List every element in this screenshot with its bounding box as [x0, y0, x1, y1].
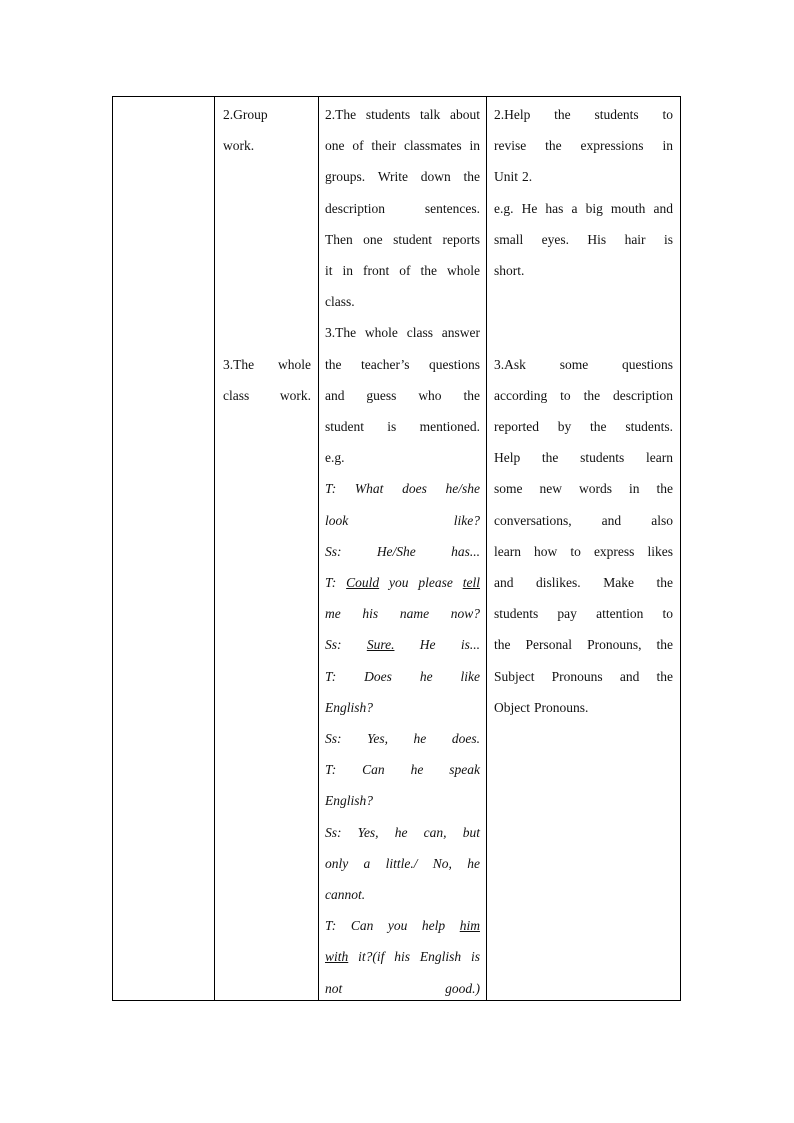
word: like?	[453, 513, 480, 528]
col2-text-line	[223, 136, 311, 156]
word: Write	[377, 169, 409, 184]
word: conversations,	[494, 513, 572, 528]
word: What	[354, 481, 384, 496]
word: Ss:	[325, 637, 342, 652]
word: Yes,	[367, 731, 388, 746]
word: in	[342, 263, 354, 278]
word: He	[521, 201, 538, 216]
word: who	[418, 388, 442, 403]
word: new	[539, 481, 562, 496]
word: and	[494, 575, 514, 590]
col3-text-line	[325, 604, 480, 624]
word: T:	[325, 918, 337, 933]
word: the	[541, 450, 559, 465]
lesson-plan-table	[112, 96, 681, 1001]
word: English	[419, 949, 462, 964]
word: student	[325, 419, 364, 434]
word: does	[402, 481, 427, 496]
col3-text-line	[325, 261, 480, 281]
word: the	[554, 107, 571, 122]
word: learn	[645, 450, 673, 465]
word: English?	[325, 793, 374, 808]
word: answer	[441, 325, 480, 340]
word: about	[449, 107, 480, 122]
word: some	[494, 481, 523, 496]
col3-text-line	[325, 667, 480, 687]
word: 3.Ask	[494, 357, 526, 372]
col3-text-line	[325, 167, 480, 187]
col4-text-line	[494, 667, 673, 687]
word: Object	[494, 700, 530, 715]
word: Does	[364, 669, 392, 684]
word: the	[420, 263, 437, 278]
col3-text-line	[325, 729, 480, 749]
word: look	[325, 513, 349, 528]
word: has	[545, 201, 564, 216]
word: Help	[494, 450, 521, 465]
word: T:	[325, 481, 337, 496]
word: he	[413, 731, 427, 746]
word: in	[628, 481, 640, 496]
word: 2.The	[325, 107, 357, 122]
word: he	[394, 825, 408, 840]
word: His	[587, 232, 607, 247]
word: students.	[625, 419, 673, 434]
word: help	[421, 918, 446, 933]
word: guess	[366, 388, 397, 403]
word: their	[371, 138, 397, 153]
word: Subject	[494, 669, 535, 684]
col3-text-line	[325, 479, 480, 499]
word: is	[470, 949, 480, 964]
col3-text-line	[325, 854, 480, 874]
word: reported	[494, 419, 539, 434]
col4-text-line	[494, 604, 673, 624]
col3-text-line	[325, 511, 480, 531]
word: Pronouns.	[534, 700, 589, 715]
word: cannot.	[325, 887, 366, 902]
word: He/She	[376, 544, 416, 559]
col4-text-line	[494, 136, 673, 156]
word: does.	[451, 731, 480, 746]
word: is	[663, 232, 673, 247]
word: the	[325, 357, 342, 372]
word: class	[223, 388, 250, 403]
word: to	[662, 107, 673, 122]
word: big	[585, 201, 603, 216]
word: of	[352, 138, 364, 153]
word: Ss:	[325, 731, 342, 746]
col3-text-line	[325, 230, 480, 250]
word: how	[534, 544, 558, 559]
word: small	[494, 232, 524, 247]
col3-text-line	[325, 979, 480, 999]
word: name	[399, 606, 430, 621]
word: students	[594, 107, 639, 122]
col3-text-line	[325, 199, 480, 219]
word: has...	[451, 544, 480, 559]
word: Can	[350, 918, 374, 933]
word: the	[656, 481, 673, 496]
word: in	[662, 138, 673, 153]
word: Ss:	[325, 825, 342, 840]
col3-text-line	[325, 916, 480, 936]
word: he/she	[445, 481, 480, 496]
word: hair	[624, 232, 646, 247]
word: and	[601, 513, 622, 528]
word: Can	[362, 762, 385, 777]
col4-text-line	[494, 479, 673, 499]
word: him	[459, 918, 480, 933]
word: Unit	[494, 169, 519, 184]
word: words	[578, 481, 612, 496]
word: like	[460, 669, 480, 684]
word: mouth	[610, 201, 646, 216]
word: the	[656, 575, 673, 590]
word: revise	[494, 138, 527, 153]
word: tell	[462, 575, 480, 590]
word: students	[580, 450, 625, 465]
word: Sure.	[366, 637, 395, 652]
col3-text-line	[325, 635, 480, 655]
word: eyes.	[541, 232, 570, 247]
word: 2.	[522, 169, 533, 184]
col3-text-line	[325, 292, 480, 312]
teacher-activity-column	[487, 97, 680, 1000]
col3-text-line	[325, 323, 480, 343]
col4-text-line	[494, 261, 673, 281]
word: whole	[446, 263, 480, 278]
word: according	[494, 388, 548, 403]
col3-text-line	[325, 355, 480, 375]
word: T:	[325, 575, 337, 590]
col4-text-line	[494, 573, 673, 593]
word: whole	[278, 357, 311, 372]
word: pay	[557, 606, 577, 621]
word: Pronouns,	[587, 637, 642, 652]
word: is...	[460, 637, 480, 652]
word: he	[419, 669, 433, 684]
word: 3.The	[223, 357, 255, 372]
word: 2.Help	[494, 107, 531, 122]
word: but	[462, 825, 480, 840]
word: 3.The	[325, 325, 357, 340]
word: please	[418, 575, 453, 590]
col3-text-line	[325, 542, 480, 562]
col3-text-line	[325, 760, 480, 780]
word: 2.Group	[223, 107, 268, 122]
word: Make	[603, 575, 634, 590]
word: e.g.	[325, 450, 345, 465]
word: class	[406, 325, 433, 340]
word: teacher’s	[361, 357, 410, 372]
col3-text-line	[325, 417, 480, 437]
word: talk	[419, 107, 441, 122]
word: students	[494, 606, 539, 621]
col3-text-line	[325, 105, 480, 125]
col3-text-line	[325, 448, 480, 468]
col3-text-line	[325, 573, 480, 593]
word: you	[387, 918, 408, 933]
word: and	[619, 669, 640, 684]
word: with	[325, 949, 349, 964]
word: He	[419, 637, 436, 652]
word: to	[560, 388, 571, 403]
student-activity-column	[319, 97, 487, 1000]
word: description	[612, 388, 673, 403]
word: the	[494, 637, 511, 652]
col4-text-line	[494, 448, 673, 468]
col2-text-line	[223, 386, 311, 406]
word: T:	[325, 669, 337, 684]
word: the	[656, 637, 673, 652]
word: me	[325, 606, 341, 621]
word: his	[394, 949, 410, 964]
word: also	[651, 513, 673, 528]
col4-text-line	[494, 635, 673, 655]
word: it?(if	[358, 949, 385, 964]
word: attention	[596, 606, 644, 621]
word: students	[365, 107, 411, 122]
word: little./	[385, 856, 418, 871]
word: classmates	[403, 138, 462, 153]
word: not	[325, 981, 343, 996]
col4-text-line	[494, 355, 673, 375]
activity-type-column	[215, 97, 319, 1000]
word: a	[363, 856, 371, 871]
word: groups.	[325, 169, 366, 184]
word: learn	[494, 544, 521, 559]
word: short.	[494, 263, 525, 278]
word: Then	[325, 232, 353, 247]
word: dislikes.	[536, 575, 581, 590]
word: express	[593, 544, 635, 559]
word: work.	[279, 388, 311, 403]
word: only	[325, 856, 349, 871]
word: the	[656, 669, 673, 684]
word: Yes,	[357, 825, 379, 840]
word: Personal	[525, 637, 573, 652]
col4-text-line	[494, 417, 673, 437]
word: front	[363, 263, 390, 278]
word: his	[362, 606, 379, 621]
col3-text-line	[325, 823, 480, 843]
word: in	[469, 138, 480, 153]
col4-text-line	[494, 199, 673, 219]
word: T:	[325, 762, 337, 777]
word: one	[325, 138, 345, 153]
word: mentioned.	[419, 419, 480, 434]
word: good.)	[445, 981, 480, 996]
word: it	[325, 263, 333, 278]
word: you	[389, 575, 409, 590]
word: and	[653, 201, 673, 216]
word: Pronouns	[551, 669, 603, 684]
word: of	[399, 263, 411, 278]
word: speak	[449, 762, 480, 777]
word: by	[557, 419, 572, 434]
col3-text-line	[325, 791, 480, 811]
col3-text-line	[325, 136, 480, 156]
col4-text-line	[494, 105, 673, 125]
word: e.g.	[494, 201, 514, 216]
col4-text-line	[494, 167, 673, 187]
word: is	[387, 419, 397, 434]
word: a	[571, 201, 578, 216]
word: the	[583, 388, 601, 403]
word: the	[545, 138, 562, 153]
stage-column	[113, 97, 215, 1000]
word: the	[463, 169, 480, 184]
col3-text-line	[325, 698, 480, 718]
col4-text-line	[494, 511, 673, 531]
word: student	[393, 232, 433, 247]
word: reports	[442, 232, 480, 247]
col2-text-line	[223, 105, 311, 125]
word: down	[420, 169, 451, 184]
word: questions	[428, 357, 480, 372]
word: he	[467, 856, 480, 871]
word: the	[463, 388, 480, 403]
col3-text-line	[325, 885, 480, 905]
word: to	[662, 606, 673, 621]
word: sentences.	[424, 201, 480, 216]
word: one	[363, 232, 383, 247]
word: work.	[223, 138, 255, 153]
word: description	[325, 201, 385, 216]
word: some	[559, 357, 589, 372]
word: Could	[346, 575, 380, 590]
col4-text-line	[494, 386, 673, 406]
col3-text-line	[325, 386, 480, 406]
col2-text-line	[223, 355, 311, 375]
word: No,	[432, 856, 452, 871]
word: he	[410, 762, 424, 777]
word: questions	[621, 357, 673, 372]
word: to	[570, 544, 581, 559]
word: likes	[647, 544, 673, 559]
word: can,	[423, 825, 447, 840]
word: Ss:	[325, 544, 342, 559]
word: now?	[450, 606, 480, 621]
word: class.	[325, 294, 355, 309]
word: the	[590, 419, 607, 434]
col3-text-line	[325, 947, 480, 967]
col4-text-line	[494, 230, 673, 250]
word: English?	[325, 700, 374, 715]
word: and	[325, 388, 345, 403]
col4-text-line	[494, 698, 673, 718]
word: expressions	[580, 138, 644, 153]
col4-text-line	[494, 542, 673, 562]
word: whole	[364, 325, 398, 340]
